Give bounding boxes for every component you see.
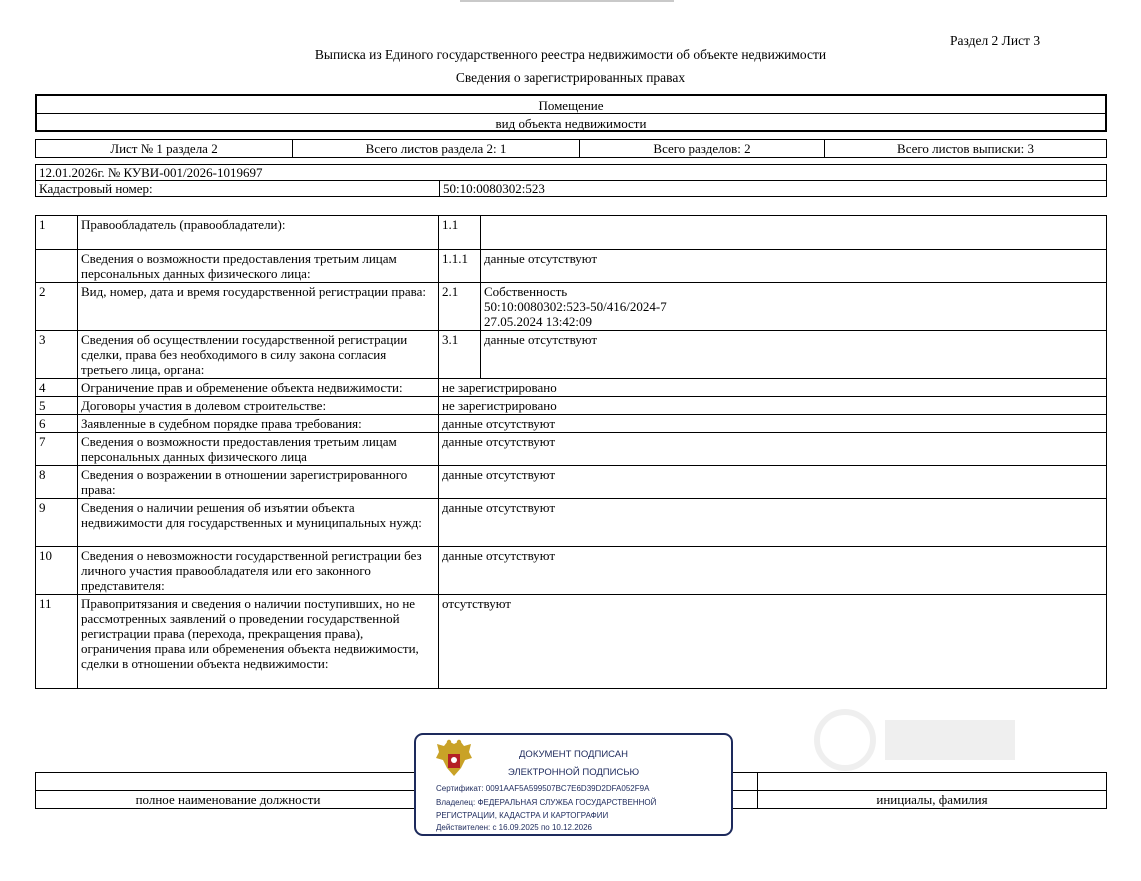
- row-number: 11: [36, 595, 78, 689]
- section-sheet-label: Раздел 2 Лист 3: [950, 33, 1041, 48]
- row-label: Договоры участия в долевом строительстве:: [78, 397, 439, 415]
- section-sheets-total: Всего листов раздела 2: 1: [293, 140, 580, 158]
- row-number: 8: [36, 466, 78, 499]
- row-label: Сведения о возможности предоставления третьим лицам персональных данных физического лица:: [78, 250, 439, 283]
- row-label: Сведения о возражении в отношении зарегистрированного права:: [78, 466, 439, 499]
- registration-datetime: 27.05.2024 13:42:09: [484, 314, 592, 329]
- rights-table: [35, 215, 1107, 689]
- document-title: Выписка из Единого государственного реестра недвижимости об объекте недвижимости: [314, 47, 827, 62]
- object-kind-label: вид объекта недвижимости: [495, 116, 647, 131]
- stamp-line-1: ДОКУМЕНТ ПОДПИСАН: [519, 749, 628, 760]
- stamp-owner-2: РЕГИСТРАЦИИ, КАДАСТРА И КАРТОГРАФИИ: [436, 811, 609, 820]
- registration-number: 50:10:0080302:523-50/416/2024-7: [484, 299, 667, 314]
- row-value: данные отсутствуют: [439, 466, 1107, 499]
- row-label: Сведения об осуществлении государственной регистрации сделки, права без необходимого в силу закона согласия третьего лица, органа:: [78, 331, 439, 379]
- row-value: [481, 216, 1107, 250]
- row-code: 3.1: [439, 331, 481, 379]
- row-label: Сведения о невозможности государственной регистрации без личного участия правообладателя или его законного представителя:: [78, 547, 439, 595]
- row-value: не зарегистрировано: [439, 397, 1107, 415]
- date-number: 12.01.2026г. № КУВИ-001/2026-1019697: [36, 165, 1107, 181]
- table-row: [36, 379, 1107, 397]
- cadastral-label: Кадастровый номер:: [36, 181, 440, 197]
- sections-total: Всего разделов: 2: [580, 140, 825, 158]
- sheets-table: [35, 139, 1107, 158]
- row-value: данные отсутствуют: [439, 415, 1107, 433]
- row-label: Сведения о наличии решения об изъятии объекта недвижимости для государственных и муниципальных нужд:: [78, 499, 439, 547]
- table-row: [36, 397, 1107, 415]
- table-row: [36, 433, 1107, 466]
- object-name: Помещение: [538, 98, 604, 113]
- row-code: 1.1.1: [439, 250, 481, 283]
- row-value: отсутствуют: [439, 595, 1107, 689]
- sheet-number: Лист № 1 раздела 2: [36, 140, 293, 158]
- row-value: [481, 283, 1107, 331]
- table-row: [36, 595, 1107, 689]
- row-value: данные отсутствуют: [439, 547, 1107, 595]
- row-value: не зарегистрировано: [439, 379, 1107, 397]
- e-signature-stamp: [414, 733, 733, 836]
- table-row: [36, 466, 1107, 499]
- watermark-logo-icon: [810, 705, 1030, 775]
- row-label: Ограничение прав и обременение объекта недвижимости:: [78, 379, 439, 397]
- stamp-line-2: ЭЛЕКТРОННОЙ ПОДПИСЬЮ: [507, 767, 640, 778]
- row-number: 3: [36, 331, 78, 379]
- cadastral-number: 50:10:0080302:523: [440, 181, 1107, 197]
- row-label: Сведения о возможности предоставления третьим лицам персональных данных физического лица: [78, 433, 439, 466]
- stamp-certificate: Сертификат: 0091AAF5A599507BC7E6D39D2DFA052F9A: [436, 784, 650, 793]
- row-value: данные отсутствуют: [439, 433, 1107, 466]
- row-code: 2.1: [439, 283, 481, 331]
- row-number: 4: [36, 379, 78, 397]
- row-number: 9: [36, 499, 78, 547]
- table-row: [36, 499, 1107, 547]
- right-type: Собственность: [484, 284, 568, 299]
- table-row: [36, 331, 1107, 379]
- row-number: 5: [36, 397, 78, 415]
- top-divider: [460, 0, 674, 2]
- row-number: 7: [36, 433, 78, 466]
- table-row: [36, 415, 1107, 433]
- position-label: полное наименование должности: [36, 791, 421, 809]
- row-number: 10: [36, 547, 78, 595]
- row-label: Вид, номер, дата и время государственной регистрации права:: [78, 283, 439, 331]
- object-type-box: [35, 94, 1107, 132]
- row-label: Заявленные в судебном порядке права требования:: [78, 415, 439, 433]
- row-number: 1: [36, 216, 78, 250]
- stamp-validity: Действителен: с 16.09.2025 по 10.12.2026: [436, 823, 592, 832]
- row-code: 1.1: [439, 216, 481, 250]
- table-row: [36, 547, 1107, 595]
- row-number: 6: [36, 415, 78, 433]
- row-value: данные отсутствуют: [481, 250, 1107, 283]
- row-value: данные отсутствуют: [439, 499, 1107, 547]
- extract-sheets-total: Всего листов выписки: 3: [825, 140, 1107, 158]
- table-row: [36, 250, 1107, 283]
- name-label: инициалы, фамилия: [758, 791, 1107, 809]
- table-row: [36, 216, 1107, 250]
- table-row: [36, 283, 1107, 331]
- row-value: данные отсутствуют: [481, 331, 1107, 379]
- row-label: Правообладатель (правообладатели):: [78, 216, 439, 250]
- document-subtitle: Сведения о зарегистрированных правах: [455, 70, 686, 85]
- row-number: 2: [36, 283, 78, 331]
- meta-table: [35, 164, 1107, 197]
- row-label: Правопритязания и сведения о наличии поступивших, но не рассмотренных заявлений о проведении государственной регистрации права (перехода, прекращения права), ограничения права или обременения объекта недвижимости, сделки в отношении объекта недвижимости:: [78, 595, 439, 689]
- stamp-owner-1: Владелец: ФЕДЕРАЛЬНАЯ СЛУЖБА ГОСУДАРСТВЕННОЙ: [436, 798, 657, 807]
